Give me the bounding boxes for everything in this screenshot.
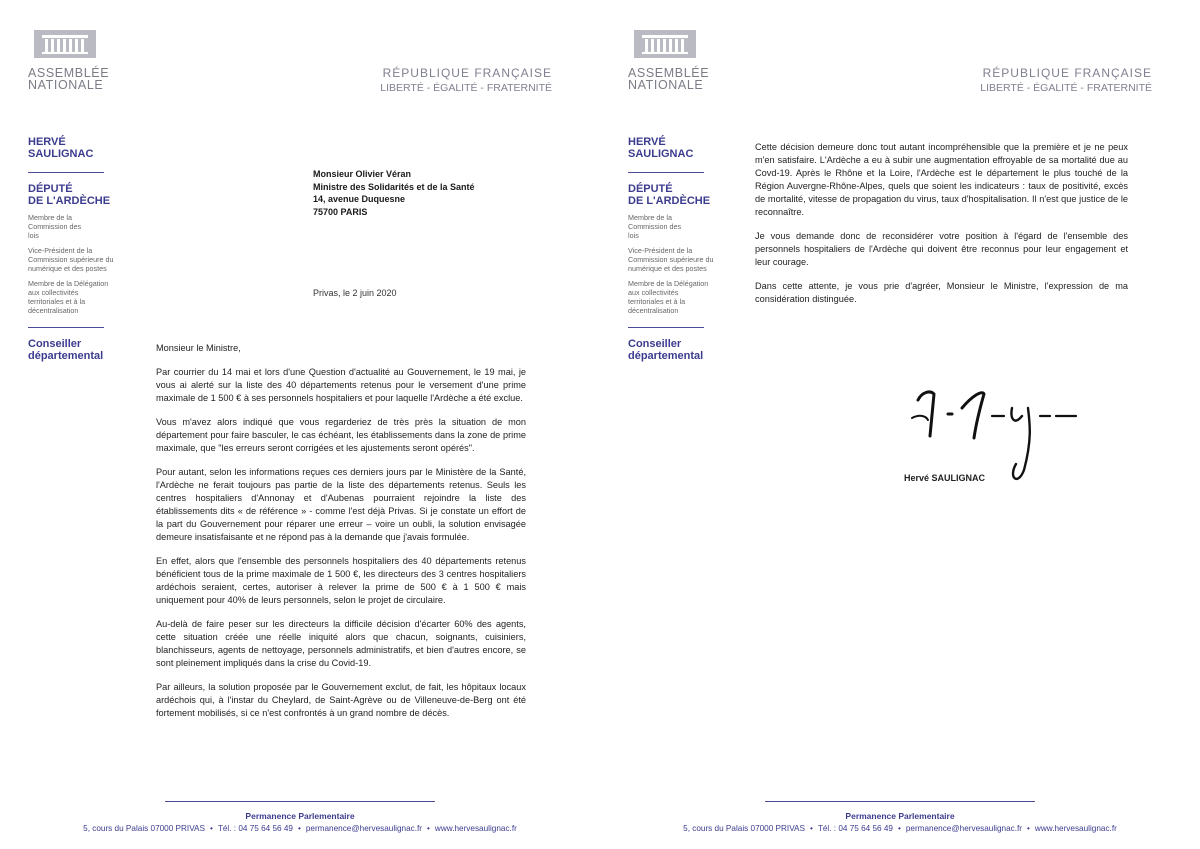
- letter-body-page-1: [156, 342, 526, 731]
- address-line: Monsieur Olivier Véran: [313, 169, 412, 179]
- sidebar: [28, 136, 138, 362]
- assemblee-name: [28, 67, 128, 91]
- sidebar-roles: [628, 213, 738, 315]
- role-item: Membre de la Commission des lois: [628, 213, 682, 240]
- republic-title: RÉPUBLIQUE FRANÇAISE: [382, 66, 552, 80]
- role-item: Membre de la Délégation aux collectivités territoriales et à la décentralisation: [28, 279, 109, 315]
- paragraph: Dans cette attente, je vous prie d'agréer, Monsieur le Ministre, l'expression de ma considération distinguée.: [755, 281, 1128, 304]
- conseiller-line-2: départemental: [28, 350, 104, 362]
- footer-divider: [765, 801, 1035, 802]
- republic-motto: LIBERTÉ - ÉGALITÉ - FRATERNITÉ: [380, 82, 552, 94]
- conseiller-line-1: Conseiller: [628, 338, 682, 350]
- deputy-title-line-2: DE L'ARDÈCHE: [28, 195, 111, 207]
- address-line: Ministre des Solidarités et de la Santé: [313, 181, 475, 192]
- footer-phone: Tél. : 04 75 64 56 49: [817, 824, 893, 833]
- address-line: 75700 PARIS: [313, 206, 368, 217]
- role-item: Membre de la Délégation aux collectivités territoriales et à la décentralisation: [628, 279, 709, 315]
- conseiller-title: [628, 338, 738, 362]
- footer-email: permanence@hervesaulignac.fr: [905, 824, 1023, 833]
- sidebar-divider: [28, 172, 104, 173]
- footer: [0, 801, 600, 833]
- republic-header: [980, 66, 1152, 94]
- footer-email: permanence@hervesaulignac.fr: [305, 824, 423, 833]
- role-item: Membre de la Commission des lois: [28, 213, 82, 240]
- paragraph: Je vous demande donc de reconsidérer votre position à l'égard de l'ensemble des personnels hospitaliers de l'Ardèche qui doivent être reconnus pour leur engagement et leur courage.: [755, 231, 1128, 267]
- paragraph: Par courrier du 14 mai et lors d'une Question d'actualité au Gouvernement, le 19 mai, je vous ai alerté sur la liste des 40 départements retenus pour le versement d'une prime maximale de 1 500 € à ses personnels hospitaliers et pour laquelle l'Ardèche a été exclue.: [156, 367, 526, 403]
- paragraph: Au-delà de faire peser sur les directeurs la difficile décision d'écarter 60% des agents, cette situation créée une réelle iniquité alors que chacun, soignants, cuisiniers, blanchisseurs, agents de nettoyage, personnels administratifs, et bien d'autres encore, se sont pleinement impliqués dans la crise du Covid-19.: [156, 619, 526, 668]
- letter-body-page-2: [755, 141, 1128, 317]
- deputy-title-line-2: DE L'ARDÈCHE: [628, 195, 711, 207]
- signatory-name: Hervé SAULIGNAC: [904, 473, 986, 483]
- republic-motto: LIBERTÉ - ÉGALITÉ - FRATERNITÉ: [980, 82, 1152, 94]
- address-line: 14, avenue Duquesne: [313, 194, 406, 204]
- republic-title: RÉPUBLIQUE FRANÇAISE: [982, 66, 1152, 80]
- conseiller-line-1: Conseiller: [28, 338, 82, 350]
- role-item: Vice-Président de la Commission supérieure du numérique et des postes: [28, 246, 114, 273]
- paragraph: Pour autant, selon les informations reçues ces derniers jours par le Ministère de la Santé, l'Ardèche ne ferait toujours pas partie de la liste des départements retenus. Seuls les centres hospitaliers d'Annonay et d'Aubenas pourraient rejoindre la liste des établissements dits « de référence » - comme l'est déjà Privas. Si je constate un effort de la part du Gouvernement pour réparer une erreur – voire un oubli, la solution envisagée demeure insatisfaisante et ne répond pas à la demande que j'avais formulée.: [156, 467, 526, 542]
- conseiller-title: [28, 338, 138, 362]
- sidebar-divider: [28, 327, 104, 328]
- sidebar: [628, 136, 738, 362]
- letter-page-2: [600, 0, 1200, 849]
- footer-address: 5, cours du Palais 07000 PRIVAS: [83, 824, 205, 833]
- paragraph: Vous m'avez alors indiqué que vous regarderiez de très près la situation de mon département pour faire basculer, le cas échéant, les établissements dans la zone de prime maximale, que "les erreurs seront corrigées et les ajustements seront opérés".: [156, 417, 526, 453]
- footer-divider: [165, 801, 435, 802]
- logo-line-2: NATIONALE: [628, 78, 704, 92]
- footer-title: Permanence Parlementaire: [245, 811, 355, 821]
- salutation: Monsieur le Ministre,: [156, 343, 241, 353]
- deputy-title-line-1: DÉPUTÉ: [28, 183, 73, 195]
- paragraph: Cette décision demeure donc tout autant incompréhensible que la première et je ne peux m'en satisfaire. L'Ardèche a eu à subir une augmentation effroyable de sa mortalité due au Covd-19. Après le Rhône et la Loire, l'Ardèche est le département le plus touché de la Région Auvergne-Rhône-Alpes, quels que soient les indicateurs : taux de positivité, excès de mortalité, vitesse de propagation du virus, taux d'hospitalisation. Il n'est que justice de le reconnaître.: [755, 142, 1128, 217]
- sidebar-divider: [628, 327, 704, 328]
- assemblee-emblem-icon: [34, 30, 96, 58]
- footer-address: 5, cours du Palais 07000 PRIVAS: [683, 824, 805, 833]
- deputy-last-name: SAULIGNAC: [28, 148, 94, 160]
- footer-phone: Tél. : 04 75 64 56 49: [217, 824, 293, 833]
- logo-line-2: NATIONALE: [28, 78, 104, 92]
- deputy-first-name: HERVÉ: [628, 136, 666, 148]
- logo-line-1: ASSEMBLÉE: [28, 66, 110, 80]
- footer: [600, 801, 1200, 833]
- footer-contact: 5, cours du Palais 07000 PRIVAS • Tél. : 04 75 64 56 49 • permanence@hervesaulignac.fr • www.hervesaulignac.fr: [683, 824, 1117, 833]
- deputy-title: [28, 183, 138, 207]
- deputy-name: [28, 136, 138, 160]
- paragraph: En effet, alors que l'ensemble des personnels hospitaliers des 40 départements retenus bénéficient tous de la prime maximale de 1 500 €, les directeurs des 3 centres hospitaliers ardéchois seraient, certes, autoriser à relever la prime de 500 € à 1 500 € mais uniquement pour 40% de leurs personnels, selon le projet de circulaire.: [156, 556, 526, 605]
- footer-contact: 5, cours du Palais 07000 PRIVAS • Tél. : 04 75 64 56 49 • permanence@hervesaulignac.fr • www.hervesaulignac.fr: [83, 824, 517, 833]
- deputy-first-name: HERVÉ: [28, 136, 66, 148]
- sidebar-roles: [28, 213, 138, 315]
- footer-web: www.hervesaulignac.fr: [434, 824, 517, 833]
- assemblee-emblem-icon: [634, 30, 696, 58]
- deputy-title: [628, 183, 738, 207]
- sidebar-divider: [628, 172, 704, 173]
- footer-web: www.hervesaulignac.fr: [1034, 824, 1117, 833]
- footer-title: Permanence Parlementaire: [845, 811, 955, 821]
- conseiller-line-2: départemental: [628, 350, 704, 362]
- role-item: Vice-Président de la Commission supérieure du numérique et des postes: [628, 246, 714, 273]
- assemblee-name: [628, 67, 728, 91]
- logo-line-1: ASSEMBLÉE: [628, 66, 710, 80]
- recipient-address: [313, 168, 475, 218]
- place-date: Privas, le 2 juin 2020: [313, 288, 397, 298]
- republic-header: [380, 66, 552, 94]
- deputy-name: [628, 136, 738, 160]
- paragraph: Par ailleurs, la solution proposée par le Gouvernement exclut, de fait, les hôpitaux locaux ardéchois qui, à l'instar du Cheylard, de Saint-Agrève ou de Villeneuve-de-Berg ont été fortement mobilisés, si ce n'est confrontés à un grand nombre de décès.: [156, 682, 526, 718]
- deputy-title-line-1: DÉPUTÉ: [628, 183, 673, 195]
- deputy-last-name: SAULIGNAC: [628, 148, 694, 160]
